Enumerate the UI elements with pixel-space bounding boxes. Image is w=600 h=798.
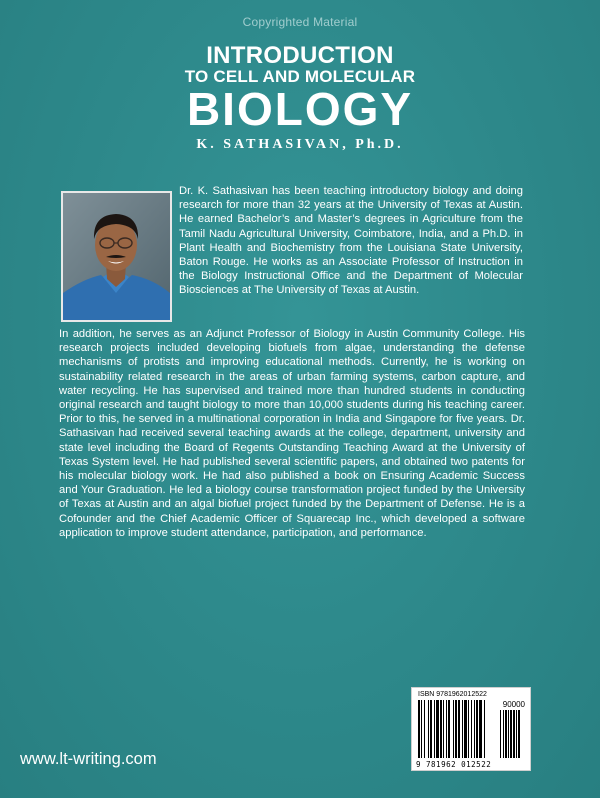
barcode-digits: 9 781962 012522 [416,760,492,769]
isbn-barcode [411,687,531,771]
book-title-line2: TO CELL AND MOLECULAR [184,67,416,86]
price-code: 90000 [502,700,525,709]
barcode-bars-icon [418,700,524,760]
author-photo [61,191,172,322]
author-bio-paragraph-1: Dr. K. Sathasivan has been teaching introductory biology and doing research for more than 32 years at the University of Texas at Austin. He earned Bachelor’s and Master’s degrees in Agriculture from the Tamil Nadu Agricultural University, Coimbatore, India, and a Ph.D. in Plant Health and Biochemistry from the Louisiana State University, Baton Rouge. He works as an Associate Professor of Instruction in the Biology Instructional Office and the Department of Molecular Biosciences at The University of Texas at Austin. [179,185,523,297]
author-portrait-image [63,193,170,320]
author-name: K. SATHASIVAN, Ph.D. [196,137,404,152]
isbn-label: ISBN 9781962012522 [418,691,487,698]
book-title-line3: BIOLOGY [186,83,414,135]
book-title-line1: INTRODUCTION [206,42,394,69]
copyright-watermark: Copyrighted Material [242,15,358,29]
author-bio-paragraph-2: In addition, he serves as an Adjunct Professor of Biology in Austin Community College. His research projects included developing biofuels from algae, understanding the defense mechanisms of protists and improving educational methods. Currently, he is working on sustainability related research in the areas of urban farming systems, carbon capture, and water recycling. He has supervised and trained more than hundred students in conducting original research and taught biology to more than 10,000 students during his teaching career. Prior to this, he served in a multinational corporation in India and Singapore for five years. Dr. Sathasivan had received several teaching awards at the college, department, university and state level including the Board of Regents Outstanding Teaching Award at the University of Texas System level. He had published several scientific papers, and obtained two patents for his molecular biology work. He had also published a book on Ensuring Academic Success and Your Graduation. He led a biology course transformation project funded by the University of Texas at Austin and an algal biofuel project funded by the Department of Defense. He is a Cofounder and the Chief Academic Officer of Squarecap Inc., which developed a software application to improve student attendance, participation, and performance. [59,328,525,539]
publisher-website: www.lt-writing.com [20,750,157,768]
